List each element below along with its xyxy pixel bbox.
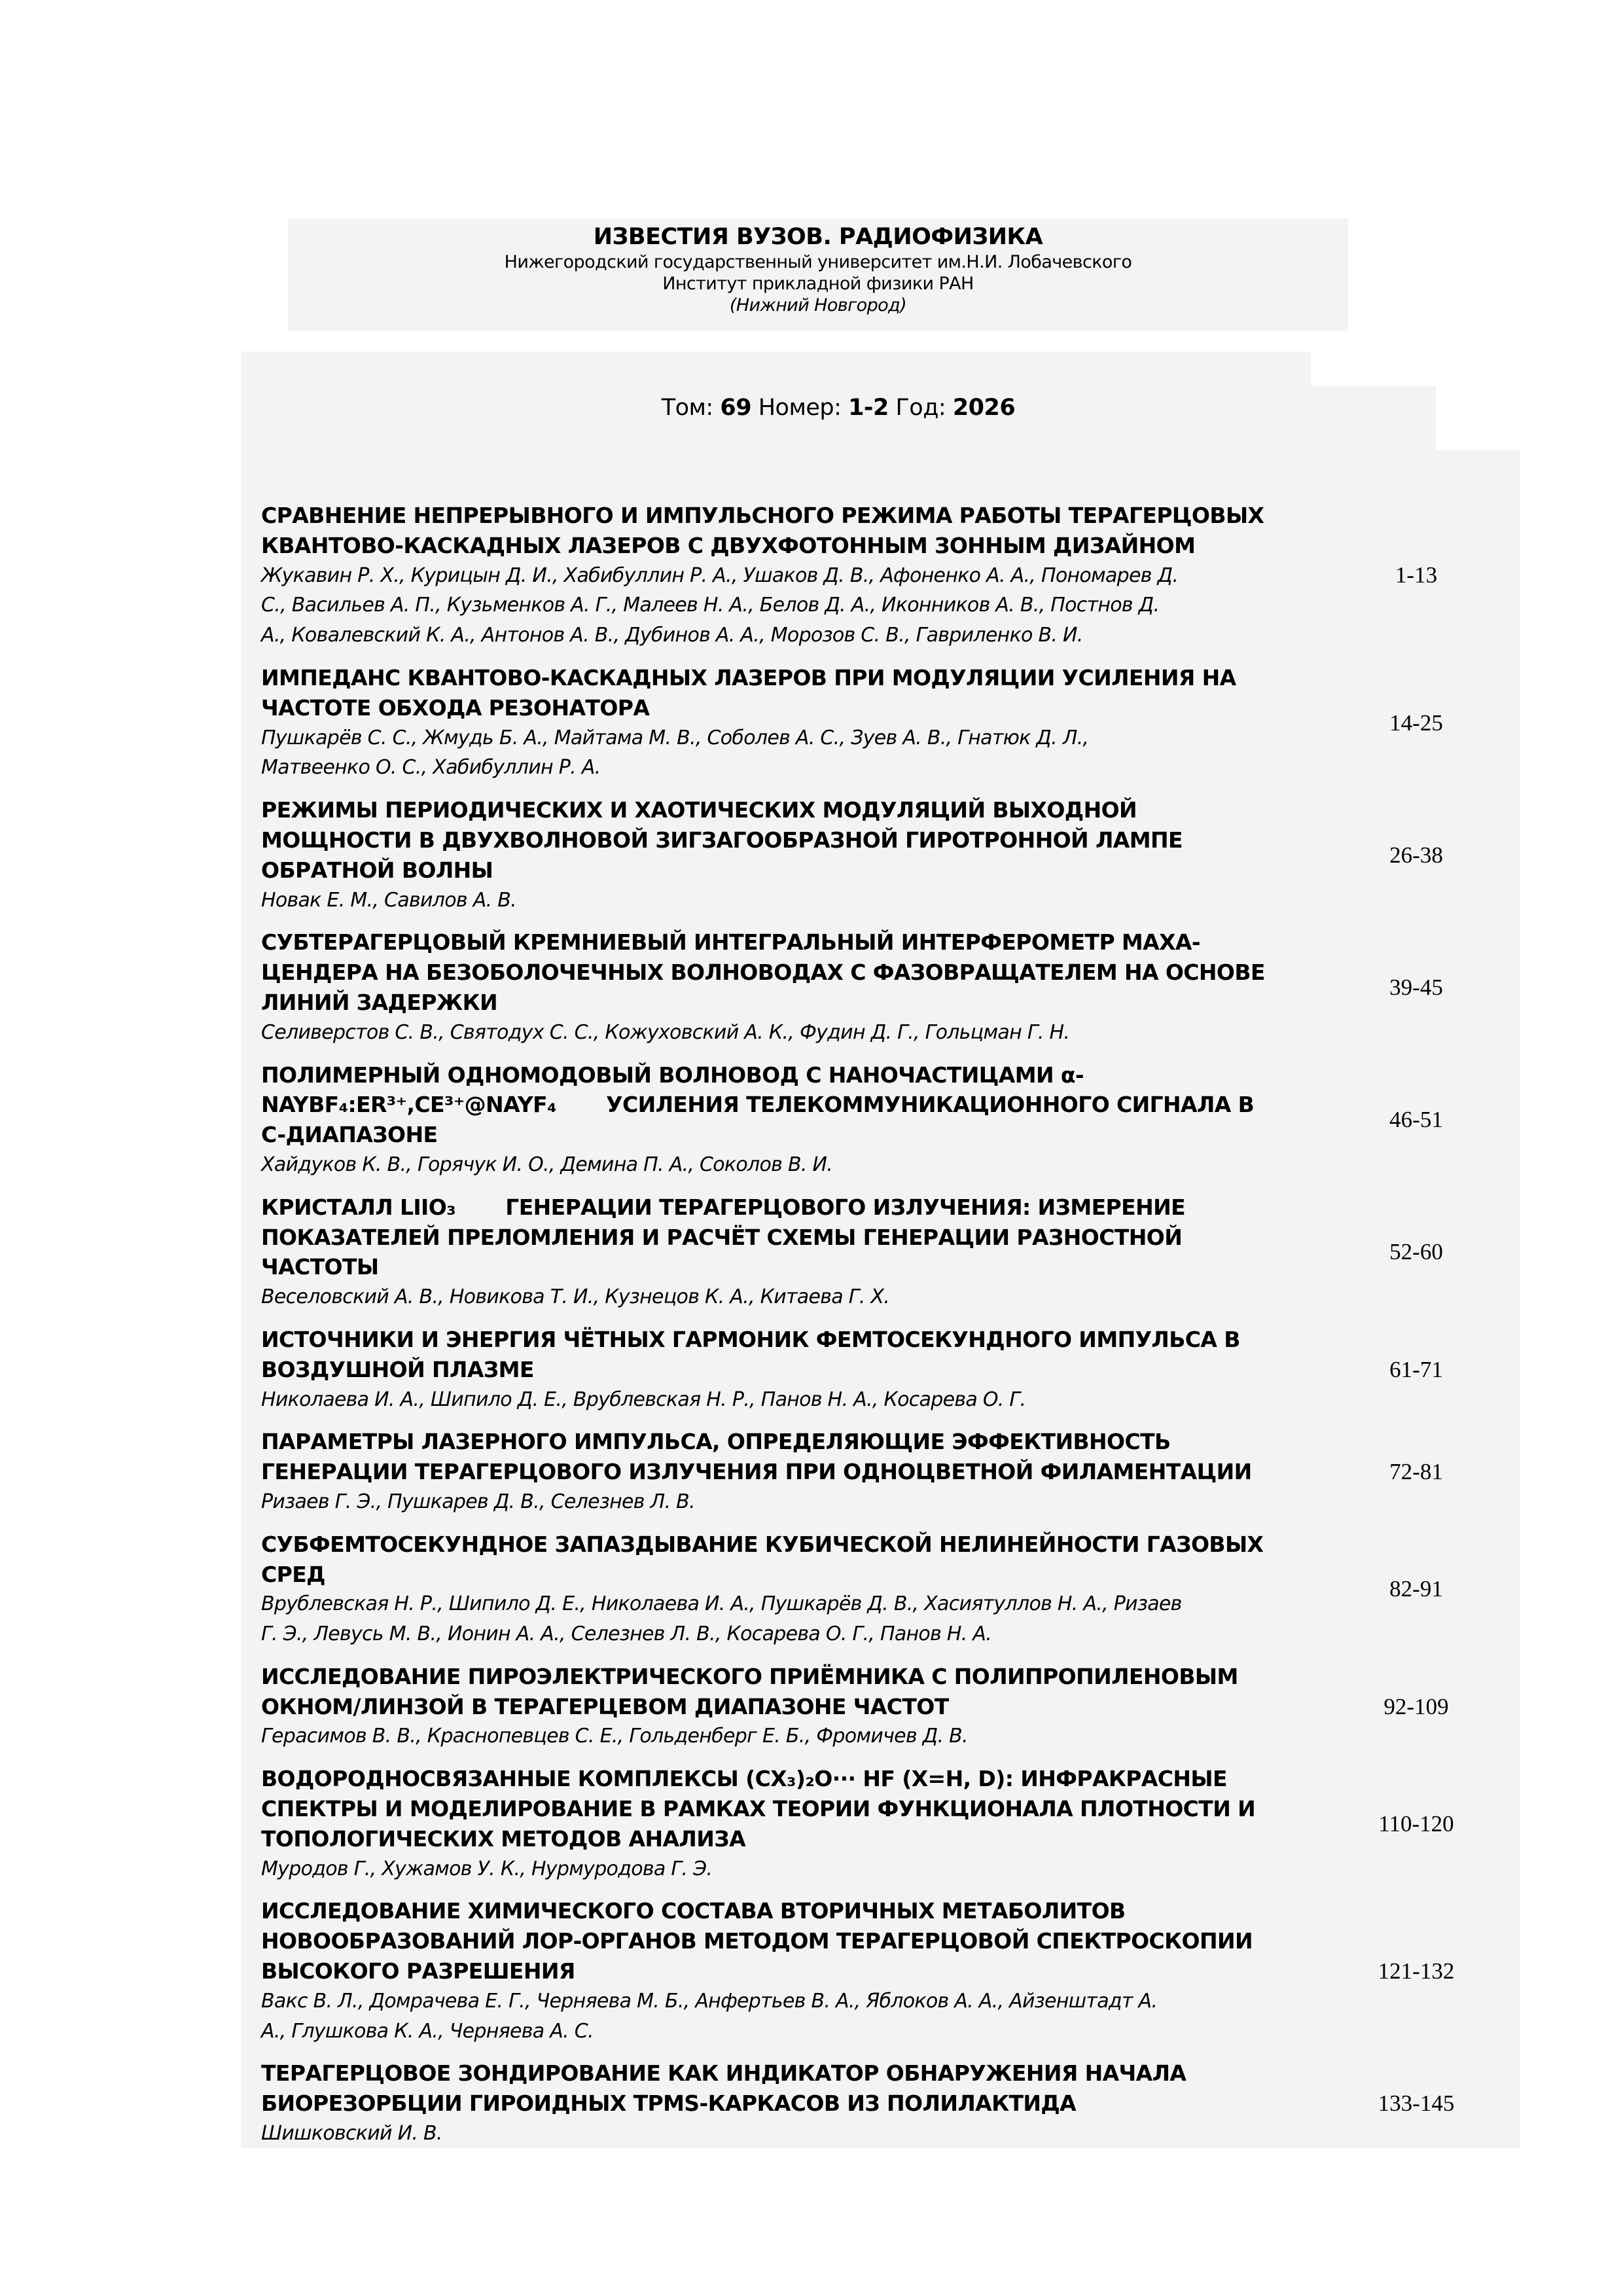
article-title-line[interactable]: РЕЖИМЫ ПЕРИОДИЧЕСКИХ И ХАОТИЧЕСКИХ МОДУЛЯЦИЙ ВЫХОДНОЙ: [261, 797, 1137, 823]
article-entry: [261, 927, 1520, 1047]
volume-label: Том:: [661, 395, 713, 421]
article-title-line[interactable]: ВОДОРОДНОСВЯЗАННЫЕ КОМПЛЕКСЫ (CX₃)₂O··· HF (X=H, D): ИНФРАКРАСНЫЕ: [261, 1766, 1227, 1792]
article-title-line[interactable]: ТЕРАГЕРЦОВОЕ ЗОНДИРОВАНИЕ КАК ИНДИКАТОР ОБНАРУЖЕНИЯ НАЧАЛА: [261, 2060, 1186, 2087]
table-of-contents: [261, 501, 1520, 2161]
journal-title: ИЗВЕСТИЯ ВУЗОВ. РАДИОФИЗИКА: [593, 224, 1043, 250]
article-authors-line: Пушкарёв С. С., Жмудь Б. А., Майтама М. В., Соболев А. С., Зуев А. В., Гнатюк Д. Л.,: [261, 726, 1089, 749]
article-entry: [261, 663, 1520, 783]
article-pages: 1-13: [1395, 562, 1438, 588]
article-title-line[interactable]: ГЕНЕРАЦИИ ТЕРАГЕРЦОВОГО ИЗЛУЧЕНИЯ ПРИ ОДНОЦВЕТНОЙ ФИЛАМЕНТАЦИИ: [261, 1459, 1252, 1485]
article-authors-line: А., Глушкова К. А., Черняева А. С.: [261, 2019, 594, 2043]
article-entry: [261, 1896, 1520, 2046]
article-pages: 110-120: [1378, 1810, 1454, 1837]
article-entry: [261, 1764, 1520, 1884]
article-title-line[interactable]: КВАНТОВО-КАСКАДНЫХ ЛАЗЕРОВ С ДВУХФОТОННЫМ ЗОННЫМ ДИЗАЙНОМ: [261, 532, 1196, 558]
article-pages: 26-38: [1389, 842, 1443, 868]
article-title-line[interactable]: ЧАСТОТЕ ОБХОДА РЕЗОНАТОРА: [261, 694, 650, 721]
article-authors-line: Селиверстов С. В., Святодух С. С., Кожуховский А. К., Фудин Д. Г., Гольцман Г. Н.: [261, 1020, 1070, 1044]
article-title-line[interactable]: ИССЛЕДОВАНИЕ ХИМИЧЕСКОГО СОСТАВА ВТОРИЧНЫХ МЕТАБОЛИТОВ: [261, 1898, 1126, 1924]
volume-value: 69: [720, 395, 752, 421]
article-pages: 121-132: [1378, 1958, 1455, 1984]
journal-header: [288, 219, 1348, 331]
article-authors-line: Муродов Г., Хужамов У. К., Нурмуродова Г. Э.: [261, 1857, 713, 1880]
article-title-line[interactable]: ПАРАМЕТРЫ ЛАЗЕРНОГО ИМПУЛЬСА, ОПРЕДЕЛЯЮЩИЕ ЭФФЕКТИВНОСТЬ: [261, 1429, 1171, 1455]
article-title-line[interactable]: ПОЛИМЕРНЫЙ ОДНОМОДОВЫЙ ВОЛНОВОД С НАНОЧАСТИЦАМИ α-: [261, 1062, 1084, 1088]
publisher-university: Нижегородский государственный университет им.Н.И. Лобачевского: [504, 252, 1132, 272]
article-entry: [261, 1325, 1520, 1414]
publisher-institute: Институт прикладной физики РАН: [662, 274, 974, 294]
article-authors-line: А., Ковалевский К. А., Антонов А. В., Дубинов А. А., Морозов С. В., Гавриленко В. И.: [261, 624, 1083, 647]
article-title-line[interactable]: ЛИНИЙ ЗАДЕРЖКИ: [261, 989, 498, 1015]
article-entry: [261, 1530, 1520, 1649]
number-value: 1-2: [848, 395, 889, 421]
article-entry: [261, 1193, 1520, 1312]
article-authors-line: Ризаев Г. Э., Пушкарев Д. В., Селезнев Л. В.: [261, 1490, 695, 1513]
article-title-line[interactable]: ОКНОМ/ЛИНЗОЙ В ТЕРАГЕРЦЕВОМ ДИАПАЗОНЕ ЧАСТОТ: [261, 1693, 949, 1719]
article-entry: [261, 1427, 1520, 1516]
publisher-city: (Нижний Новгород): [729, 295, 907, 315]
article-authors-line: Герасимов В. В., Краснопевцев С. Е., Гольденберг Е. Б., Фромичев Д. В.: [261, 1725, 968, 1748]
article-entry: [261, 1060, 1520, 1180]
article-pages: 133-145: [1378, 2090, 1455, 2117]
article-title-line[interactable]: C-ДИАПАЗОНЕ: [261, 1122, 438, 1148]
year-label: Год:: [895, 395, 946, 421]
article-title-line[interactable]: ИСТОЧНИКИ И ЭНЕРГИЯ ЧЁТНЫХ ГАРМОНИК ФЕМТОСЕКУНДНОГО ИМПУЛЬСА В: [261, 1326, 1240, 1352]
article-title-line[interactable]: НОВООБРАЗОВАНИЙ ЛОР-ОРГАНОВ МЕТОДОМ ТЕРАГЕРЦОВОЙ СПЕКТРОСКОПИИ: [261, 1928, 1253, 1954]
article-title-line[interactable]: СПЕКТРЫ И МОДЕЛИРОВАНИЕ В РАМКАХ ТЕОРИИ ФУНКЦИОНАЛА ПЛОТНОСТИ И: [261, 1796, 1256, 1822]
article-pages: 82-91: [1389, 1576, 1443, 1602]
article-title-line[interactable]: КРИСТАЛЛ LIIO₃ ГЕНЕРАЦИИ ТЕРАГЕРЦОВОГО ИЗЛУЧЕНИЯ: ИЗМЕРЕНИЕ: [261, 1194, 1186, 1220]
article-authors-line: Хайдуков К. В., Горячук И. О., Демина П. А., Соколов В. И.: [261, 1153, 833, 1176]
article-title-line[interactable]: СУБФЕМТОСЕКУНДНОЕ ЗАПАЗДЫВАНИЕ КУБИЧЕСКОЙ НЕЛИНЕЙНОСТИ ГАЗОВЫХ: [261, 1531, 1264, 1557]
article-title-line[interactable]: ЦЕНДЕРА НА БЕЗОБОЛОЧЕЧНЫХ ВОЛНОВОДАХ С ФАЗОВРАЩАТЕЛЕМ НА ОСНОВЕ: [261, 960, 1265, 986]
article-title-line[interactable]: ЧАСТОТЫ: [261, 1254, 379, 1280]
article-pages: 92-109: [1383, 1693, 1449, 1719]
article-title-line[interactable]: NAYBF₄:ER³⁺,CE³⁺@NAYF₄ УСИЛЕНИЯ ТЕЛЕКОММУНИКАЦИОННОГО СИГНАЛА В: [261, 1092, 1255, 1118]
article-title-line[interactable]: ВЫСОКОГО РАЗРЕШЕНИЯ: [261, 1958, 575, 1984]
article-pages: 46-51: [1389, 1107, 1443, 1133]
article-entry: [261, 2058, 1520, 2148]
article-pages: 61-71: [1389, 1356, 1443, 1382]
article-authors-line: Г. Э., Левусь М. В., Ионин А. А., Селезнев Л. В., Косарева О. Г., Панов Н. А.: [261, 1623, 992, 1646]
article-entry: [261, 501, 1520, 651]
article-title-line[interactable]: ИМПЕДАНС КВАНТОВО-КАСКАДНЫХ ЛАЗЕРОВ ПРИ МОДУЛЯЦИИ УСИЛЕНИЯ НА: [261, 664, 1236, 691]
article-title-line[interactable]: СРАВНЕНИЕ НЕПРЕРЫВНОГО И ИМПУЛЬСНОГО РЕЖИМА РАБОТЫ ТЕРАГЕРЦОВЫХ: [261, 503, 1264, 528]
article-authors-line: Николаева И. А., Шипило Д. Е., Врублевская Н. Р., Панов Н. А., Косарева О. Г.: [261, 1388, 1026, 1411]
issue-info: [241, 393, 1436, 423]
article-pages: 72-81: [1389, 1459, 1443, 1484]
article-authors-line: С., Васильев А. П., Кузьменков А. Г., Малеев Н. А., Белов Д. А., Иконников А. В., Постнов Д.: [261, 594, 1160, 617]
article-authors-line: Врублевская Н. Р., Шипило Д. Е., Николаева И. А., Пушкарёв Д. В., Хасиятуллов Н. А., Ризаев: [261, 1592, 1182, 1616]
article-title-line[interactable]: ПОКАЗАТЕЛЕЙ ПРЕЛОМЛЕНИЯ И РАСЧЁТ СХЕМЫ ГЕНЕРАЦИИ РАЗНОСТНОЙ: [261, 1224, 1183, 1250]
article-pages: 52-60: [1389, 1239, 1443, 1265]
article-pages: 14-25: [1389, 709, 1443, 736]
article-entry: [261, 795, 1520, 915]
article-title-line[interactable]: ИССЛЕДОВАНИЕ ПИРОЭЛЕКТРИЧЕСКОГО ПРИЁМНИКА С ПОЛИПРОПИЛЕНОВЫМ: [261, 1663, 1238, 1689]
number-label: Номер:: [758, 395, 842, 421]
article-title-line[interactable]: БИОРЕЗОРБЦИИ ГИРОИДНЫХ TPMS-КАРКАСОВ ИЗ ПОЛИЛАКТИДА: [261, 2090, 1077, 2117]
article-title-line[interactable]: ОБРАТНОЙ ВОЛНЫ: [261, 857, 493, 883]
article-title-line[interactable]: СУБТЕРАГЕРЦОВЫЙ КРЕМНИЕВЫЙ ИНТЕГРАЛЬНЫЙ ИНТЕРФЕРОМЕТР МАХА-: [261, 929, 1200, 956]
article-authors-line: Матвеенко О. С., Хабибуллин Р. А.: [261, 756, 601, 780]
article-authors-line: Новак Е. М., Савилов А. В.: [261, 888, 516, 912]
article-authors-line: Шишковский И. В.: [261, 2122, 442, 2145]
article-authors-line: Веселовский А. В., Новикова Т. И., Кузнецов К. А., Китаева Г. Х.: [261, 1285, 890, 1309]
article-pages: 39-45: [1389, 974, 1443, 1000]
issue-panel-top: [241, 351, 1311, 391]
article-title-line[interactable]: ТОПОЛОГИЧЕСКИХ МЕТОДОВ АНАЛИЗА: [261, 1825, 746, 1852]
article-authors-line: Жукавин Р. Х., Курицын Д. И., Хабибуллин Р. А., Ушаков Д. В., Афоненко А. А., Пономарев Д.: [261, 564, 1179, 587]
article-authors-line: Вакс В. Л., Домрачева Е. Г., Черняева М. Б., Анфертьев В. А., Яблоков А. А., Айзенштадт А.: [261, 1989, 1158, 2013]
article-title-line[interactable]: ВОЗДУШНОЙ ПЛАЗМЕ: [261, 1356, 534, 1382]
year-value: 2026: [952, 395, 1016, 421]
article-title-line[interactable]: МОЩНОСТИ В ДВУХВОЛНОВОЙ ЗИГЗАГООБРАЗНОЙ ГИРОТРОННОЙ ЛАМПЕ: [261, 827, 1183, 853]
article-title-line[interactable]: СРЕД: [261, 1561, 325, 1587]
article-entry: [261, 1662, 1520, 1751]
